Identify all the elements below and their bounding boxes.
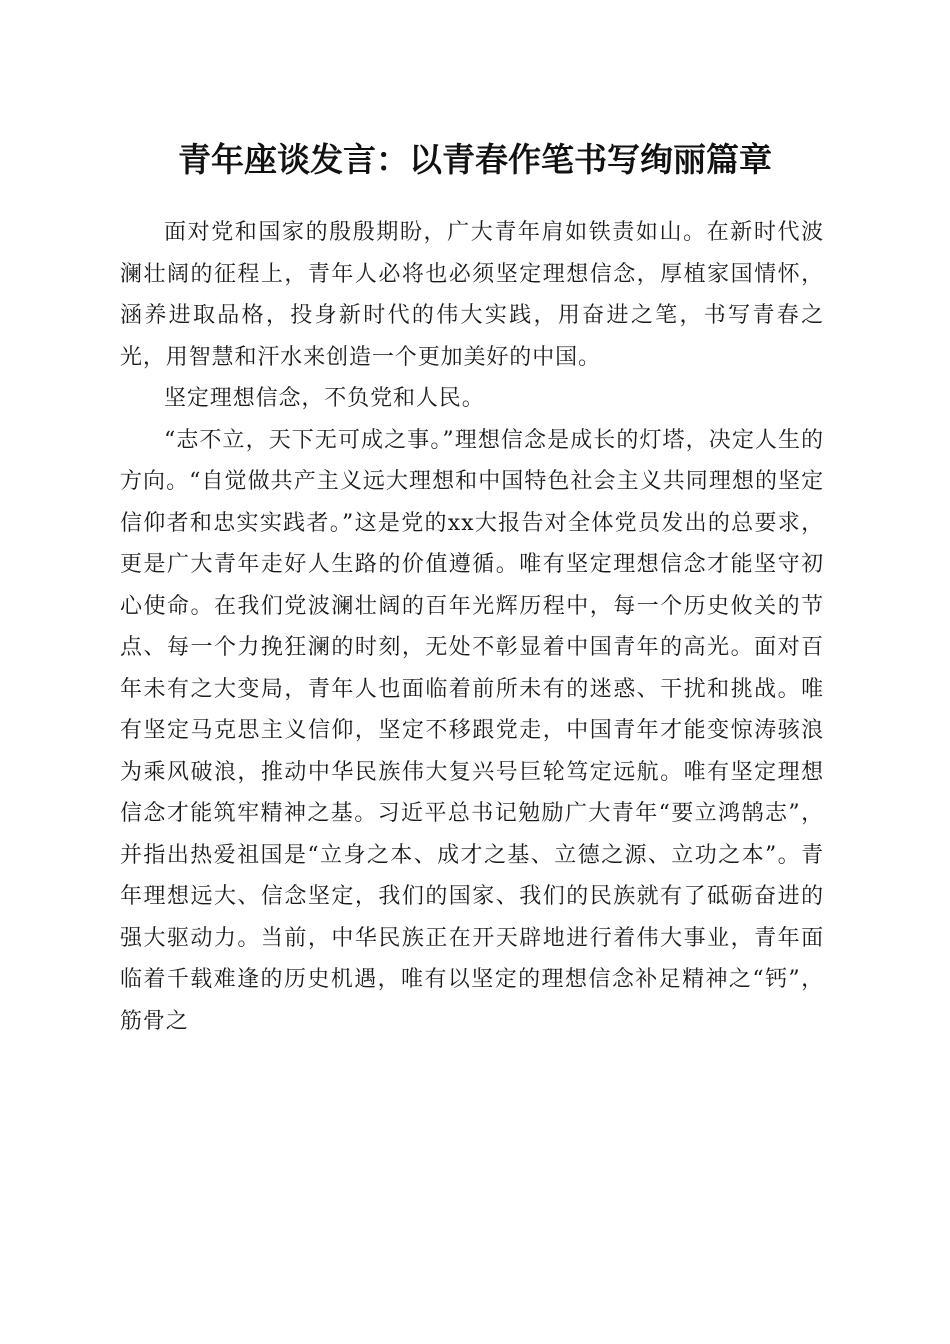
paragraph-intro: 面对党和国家的殷殷期盼，广大青年肩如铁责如山。在新时代波澜壮阔的征程上，青年人必将也必须坚定理想信念，厚植家国情怀，涵养进取品格，投身新时代的伟大实践，用奋进之笔，书写青春之光，用智慧和汗水来创造一个更加美好的中国。 bbox=[120, 220, 824, 370]
paragraph-heading-ideals: 坚定理想信念，不负党和人民。 bbox=[164, 386, 485, 411]
document-body bbox=[120, 212, 824, 1042]
paragraph-ideals-body: “志不立，天下无可成之事。”理想信念是成长的灯塔，决定人生的方向。“自觉做共产主义远大理想和中国特色社会主义共同理想的坚定信仰者和忠实实践者。”这是党的xx大报告对全体党员发出的总要求，更是广大青年走好人生路的价值遵循。唯有坚定理想信念才能坚守初心使命。在我们党波澜壮阔的百年光辉历程中，每一个历史攸关的节点、每一个力挽狂澜的时刻，无处不彰显着中国青年的高光。面对百年未有之大变局，青年人也面临着前所未有的迷惑、干扰和挑战。唯有坚定马克思主义信仰，坚定不移跟党走，中国青年才能变惊涛骇浪为乘风破浪，推动中华民族伟大复兴号巨轮笃定远航。唯有坚定理想信念才能筑牢精神之基。习近平总书记勉励广大青年“要立鸿鹄志”，并指出热爱祖国是“立身之本、成才之基、立德之源、立功之本”。青年理想远大、信念坚定，我们的国家、我们的民族就有了砥砺奋进的强大驱动力。当前，中华民族正在开天辟地进行着伟大事业，青年面临着千载难逢的历史机遇，唯有以坚定的理想信念补足精神之“钙”，筋骨之 bbox=[120, 427, 824, 1034]
document-title: 青年座谈发言：以青春作笔书写绚丽篇章 bbox=[178, 140, 772, 179]
